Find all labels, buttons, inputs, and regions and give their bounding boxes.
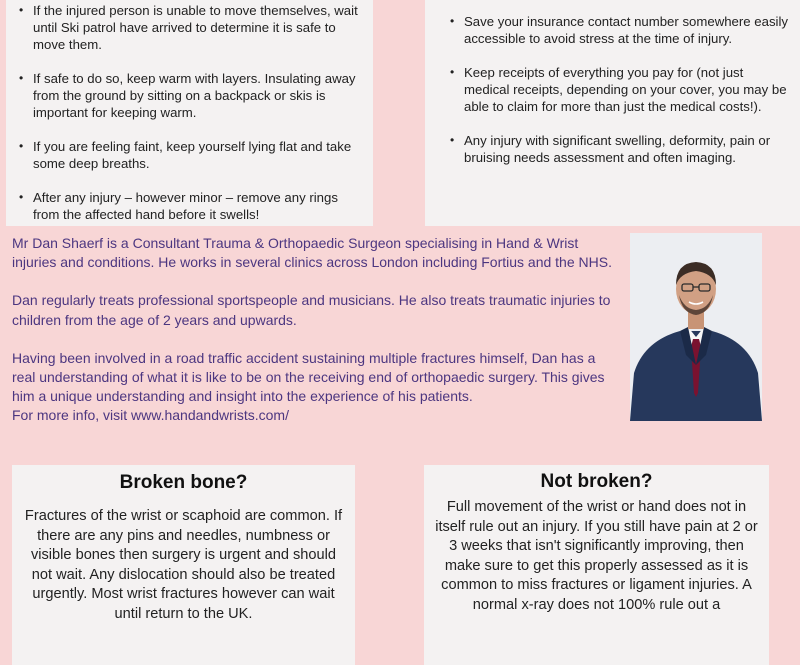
advice-list-right [442,13,790,166]
bio-paragraph-patients: Dan regularly treats professional sportspeople and musicians. He also treats traumatic injuries to children from the age of 2 years and upwards. [12,292,611,328]
more-info-link[interactable]: For more info, visit www.handandwrists.com/ [12,407,289,424]
not-broken-card [424,465,769,665]
list-item: • After any injury – however minor – remove any rings from the affected hand before it swells! [11,189,367,223]
list-item: • Any injury with significant swelling, deformity, pain or bruising needs assessment and often imaging. [442,132,790,166]
bio-paragraph-intro: Mr Dan Shaerf is a Consultant Trauma & Orthopaedic Surgeon specialising in Hand & Wrist injuries and conditions. He works in several clinics across London including Fortius and the NHS. [12,235,612,271]
broken-bone-card [12,465,355,665]
advice-list-left [11,2,367,223]
surgeon-bio [12,234,622,426]
card-title: Not broken? [540,471,653,492]
list-item: • If safe to do so, keep warm with layers. Insulating away from the ground by sitting on a backpack or skis is important for keeping warm. [11,70,367,121]
list-item: • Keep receipts of everything you pay for (not just medical receipts, depending on your cover, you may be able to claim for more than just the medical costs!). [442,64,790,115]
card-body: Full movement of the wrist or hand does not in itself rule out an injury. If you still have pain at 2 or 3 weeks that isn't significantly improving, then make sure to get this properly assessed as it is common to miss fractures or ligament injuries. A normal x-ray does not 100% rule out a [435,499,758,613]
surgeon-photo [630,233,762,421]
list-item: • Save your insurance contact number somewhere easily accessible to avoid stress at the time of injury. [442,13,790,47]
bio-paragraph-experience: Having been involved in a road traffic accident sustaining multiple fractures himself, Dan has a real understanding of what it is like to be on the receiving end of orthopaedic surgery. This gives him a unique understanding and insight into the experience of his patients. [12,349,605,405]
card-title: Broken bone? [119,472,248,493]
advice-card-right [425,0,800,226]
list-item: • If the injured person is unable to move themselves, wait until Ski patrol have arrived to determine it is safe to move them. [11,2,367,53]
advice-card-left [6,0,373,226]
list-item: • If you are feeling faint, keep yourself lying flat and take some deep breaths. [11,138,367,172]
card-body: Fractures of the wrist or scaphoid are common. If there are any pins and needles, numbness or visible bones then surgery is urgent and should not wait. Any dislocation should also be treated urgently. Most wrist fractures however can wait until return to the UK. [24,508,343,622]
